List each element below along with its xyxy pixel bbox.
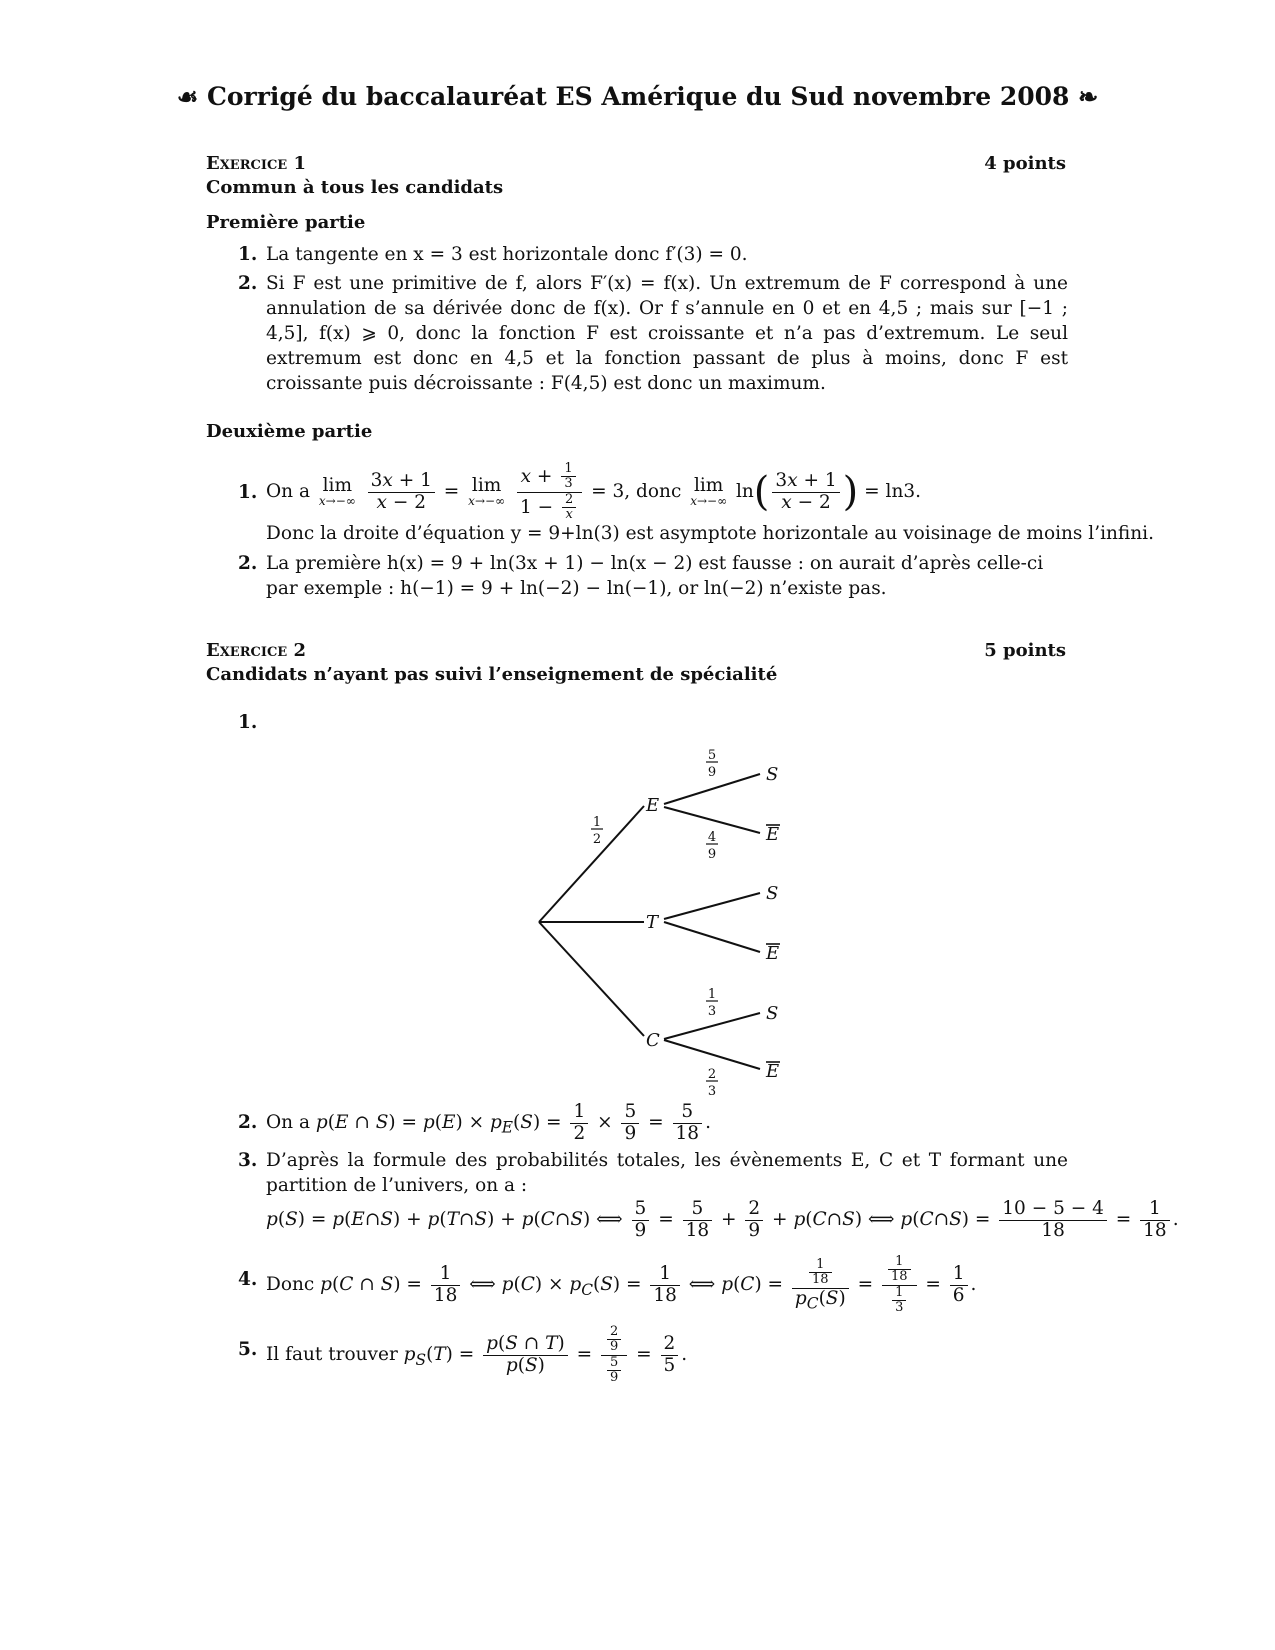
node-t: T (646, 912, 659, 933)
ex2-item-2-formula: On a p(E ∩ $S) = p(E) \times p_E(S)$ = $\frac{1}{2}$ × $\frac{5}{9}$ = $\frac{5}{18}$ . (266, 1101, 711, 1144)
exercise-1-points: 4 points (984, 153, 1066, 174)
node-c: C (646, 1030, 660, 1051)
prob-c-s-den: 3 (707, 1004, 717, 1019)
document-page: ☙ Corrigé du baccalauréat ES Amérique du Sud novembre 2008 ❧ Exercice 1 4 points Commun à tous les candidats Première partie 1. La tangente en x = 3 est horizontale donc f′(3) = 0. 2. Si F est une primitive de f, alors F′(x) = f(x). Un extremum de F correspond à une annulation de sa dérivée donc de f(x). Or f s’annule en 0 et en 4,5 ; mais sur [−1 ; 4,5], f(x) ⩾ 0, donc la fonction F est croissante et n’a pas d’extremum. Le seul extremum est donc en 4,5 et la fonction passant de plus à moins, donc F est croissante puis décroissante : F(4,5) est donc un maximum. Deuxième partie 1. On a lim x→−∞ $\frac{3x + 1}{x - 2}$ = lim x→−∞ x + $\frac{1}{3}$ 1 − $\frac{2}{x}$ = 3, donc lim x→−∞ ln( $\frac{3x + 1}{x - 2}$ ) = ln3. Donc la droite d’équation y = 9+ln(3) est asymptote horizontale au voisinage de moins l’infini. 2. La première h(x) = 9 + ln(3x + 1) − ln(x − 2) est fausse : on aurait d’après celle-ci par exemple : h(−1) = 9 + ln(−2) − ln(−1), or ln(−2) n’existe pas. Exercice 2 5 points Candidats n’ayant pas suivi l’enseignement de spécialité 1. E T C S E S E S E 1 2 5 9 4 9 1 3 2 3 2. On a p(E ∩ $S) = p(E) \times p_E(S)$ = $\frac{1}{2}$ × $\frac{5}{9}$ = $\frac{5}{18}$ . 3. D’après la formule des probabilités totales, les évènements E, C et T formant une partition de l’univers, on a : p(S) = p(E∩S) + p(T∩S) + p(C∩S) ⟺ $\frac{5}{9}$ = $\frac{5}{18}$ + $\frac{2}{9}$ + p(C∩S) ⟺ p(C∩S) = $\frac{10 - 5 - 4}{18}$ = $\frac{1}{18}$ . 4. Donc p(C ∩ S) = $\frac{1}{18}$ ⟺ $p(C) \times p_C(S)$ = $\frac{1}{18}$ ⟺ p(C) = $\frac{\frac{1}{18}}{p_C(S)}$ = $\frac{\frac{1}{18}}{\frac{1}{3}}$ = $\frac{1}{6}$ . 5. Il faut trouver $p_S(T)$ = $\frac{p(S \cap T)}{p(S)}$ = $\frac{\frac{2}{9}}{\frac{5}{9}}$ = $\frac{2}{5}$ . (0, 0, 1275, 1650)
ex2-item-5: 5. Il faut trouver $p_S(T)$ = $\frac{p(S \cap T)}{p(S)}$ = $\frac{\frac{2}{9}}{\frac{5}{9}}$ = $\frac{2}{5}$ . (238, 1324, 688, 1385)
prob-c-s-num: 1 (707, 987, 717, 1002)
ex1-p2-item-1: 1. On a lim x→−∞ $\frac{3x + 1}{x - 2}$ = lim x→−∞ x + $\frac{1}{3}$ 1 − $\frac{2}{x}$ = 3, donc lim x→−∞ ln( $\frac{3x + 1}{x - 2}$ ) = ln3. (238, 462, 1068, 518)
exercise-2-subtitle: Candidats n’ayant pas suivi l’enseignement de spécialité (206, 664, 778, 685)
ex1-p2-item-2: 2. La première h(x) = 9 + ln(3x + 1) − ln(x − 2) est fausse : on aurait d’après celle-ci par exemple : h(−1) = 9 + ln(−2) − ln(−1), or ln(−2) n’existe pas. (238, 553, 1044, 599)
exercise-1-label: Exercice 1 (206, 153, 306, 174)
ex2-item-4: 4. Donc p(C ∩ S) = $\frac{1}{18}$ ⟺ $p(C) \times p_C(S)$ = $\frac{1}{18}$ ⟺ p(C) = $\frac{\frac{1}{18}}{p_C(S)}$ = $\frac{\frac{1}{18}}{\frac{1}{3}}$ = $\frac{1}{6}$ . (238, 1254, 977, 1315)
leaf-e-s: S (766, 764, 779, 785)
ex1-p2-item-1-line2: Donc la droite d’équation y = 9+ln(3) est asymptote horizontale au voisinage de moins l’infini. (266, 523, 1154, 544)
branch-root-e (539, 806, 644, 922)
leaf-t-ebar: E (766, 943, 780, 964)
prob-e-s-den: 9 (707, 765, 717, 780)
part-1-heading: Première partie (206, 212, 366, 233)
ex1-p1-item-1: 1. La tangente en x = 3 est horizontale donc f′(3) = 0. (238, 244, 748, 265)
prob-e-s-num: 5 (707, 748, 717, 763)
leaf-e-ebar: E (766, 824, 780, 845)
branch-c-ebar (664, 1040, 760, 1069)
exercise-1-subtitle: Commun à tous les candidats (206, 177, 504, 198)
exercise-2-label: Exercice 2 (206, 640, 306, 661)
leaf-c-ebar: E (766, 1061, 780, 1082)
ex1-p1-item-2: 2. Si F est une primitive de f, alors F′(x) = f(x). Un extremum de F correspond à une annulation de sa dérivée donc de f(x). Or f s’annule en 0 et en 4,5 ; mais sur [−1 ; 4,5], f(x) ⩾ 0, donc la fonction F est croissante et n’a pas d’extremum. Le seul extremum est donc en 4,5 et la fonction passant de plus à moins, donc F est croissante puis décroissante : F(4,5) est donc un maximum. (238, 273, 1068, 394)
ex2-item-3-formula: p(S) = p(E∩S) + p(T∩S) + p(C∩S) ⟺ $\frac{5}{9}$ = $\frac{5}{18}$ + $\frac{2}{9}$ + p(C∩S) ⟺ p(C∩S) = $\frac{10 - 5 - 4}{18}$ = $\frac{1}{18}$ . (266, 1198, 1179, 1241)
ex2-item-2: 2. On a p(E ∩ $S) = p(E) \times p_E(S)$ = $\frac{1}{2}$ × $\frac{5}{9}$ = $\frac{5}{18}$ . (238, 1100, 1068, 1151)
prob-e-ebar-num: 4 (707, 830, 717, 845)
prob-root-e-num: 1 (592, 815, 602, 830)
prob-c-ebar-den: 3 (707, 1084, 717, 1099)
branch-t-ebar (664, 922, 760, 952)
branch-t-s (664, 893, 760, 919)
limit-formula: On a lim x→−∞ $\frac{3x + 1}{x - 2}$ = lim x→−∞ x + $\frac{1}{3}$ 1 − $\frac{2}{x}$ = 3, donc lim x→−∞ ln( $\frac{3x + 1}{x - 2}$ ) = ln3. (266, 461, 922, 522)
part-2-heading: Deuxième partie (206, 421, 373, 442)
prob-e-ebar-den: 9 (707, 847, 717, 862)
branch-root-c (539, 922, 644, 1036)
leaf-c-s: S (766, 1003, 779, 1024)
ornament-left-icon: ☙ (176, 82, 199, 111)
exercise-2-points: 5 points (984, 640, 1066, 661)
ex2-item-3: 3. D’après la formule des probabilités totales, les évènements E, C et T formant une partition de l’univers, on a : (238, 1150, 1068, 1196)
prob-root-e-den: 2 (592, 832, 602, 847)
prob-c-ebar-num: 2 (707, 1067, 717, 1082)
ornament-right-icon: ❧ (1078, 82, 1099, 111)
node-e: E (646, 795, 660, 816)
title-text: Corrigé du baccalauréat ES Amérique du Sud novembre 2008 (206, 82, 1070, 111)
leaf-t-s: S (766, 883, 779, 904)
